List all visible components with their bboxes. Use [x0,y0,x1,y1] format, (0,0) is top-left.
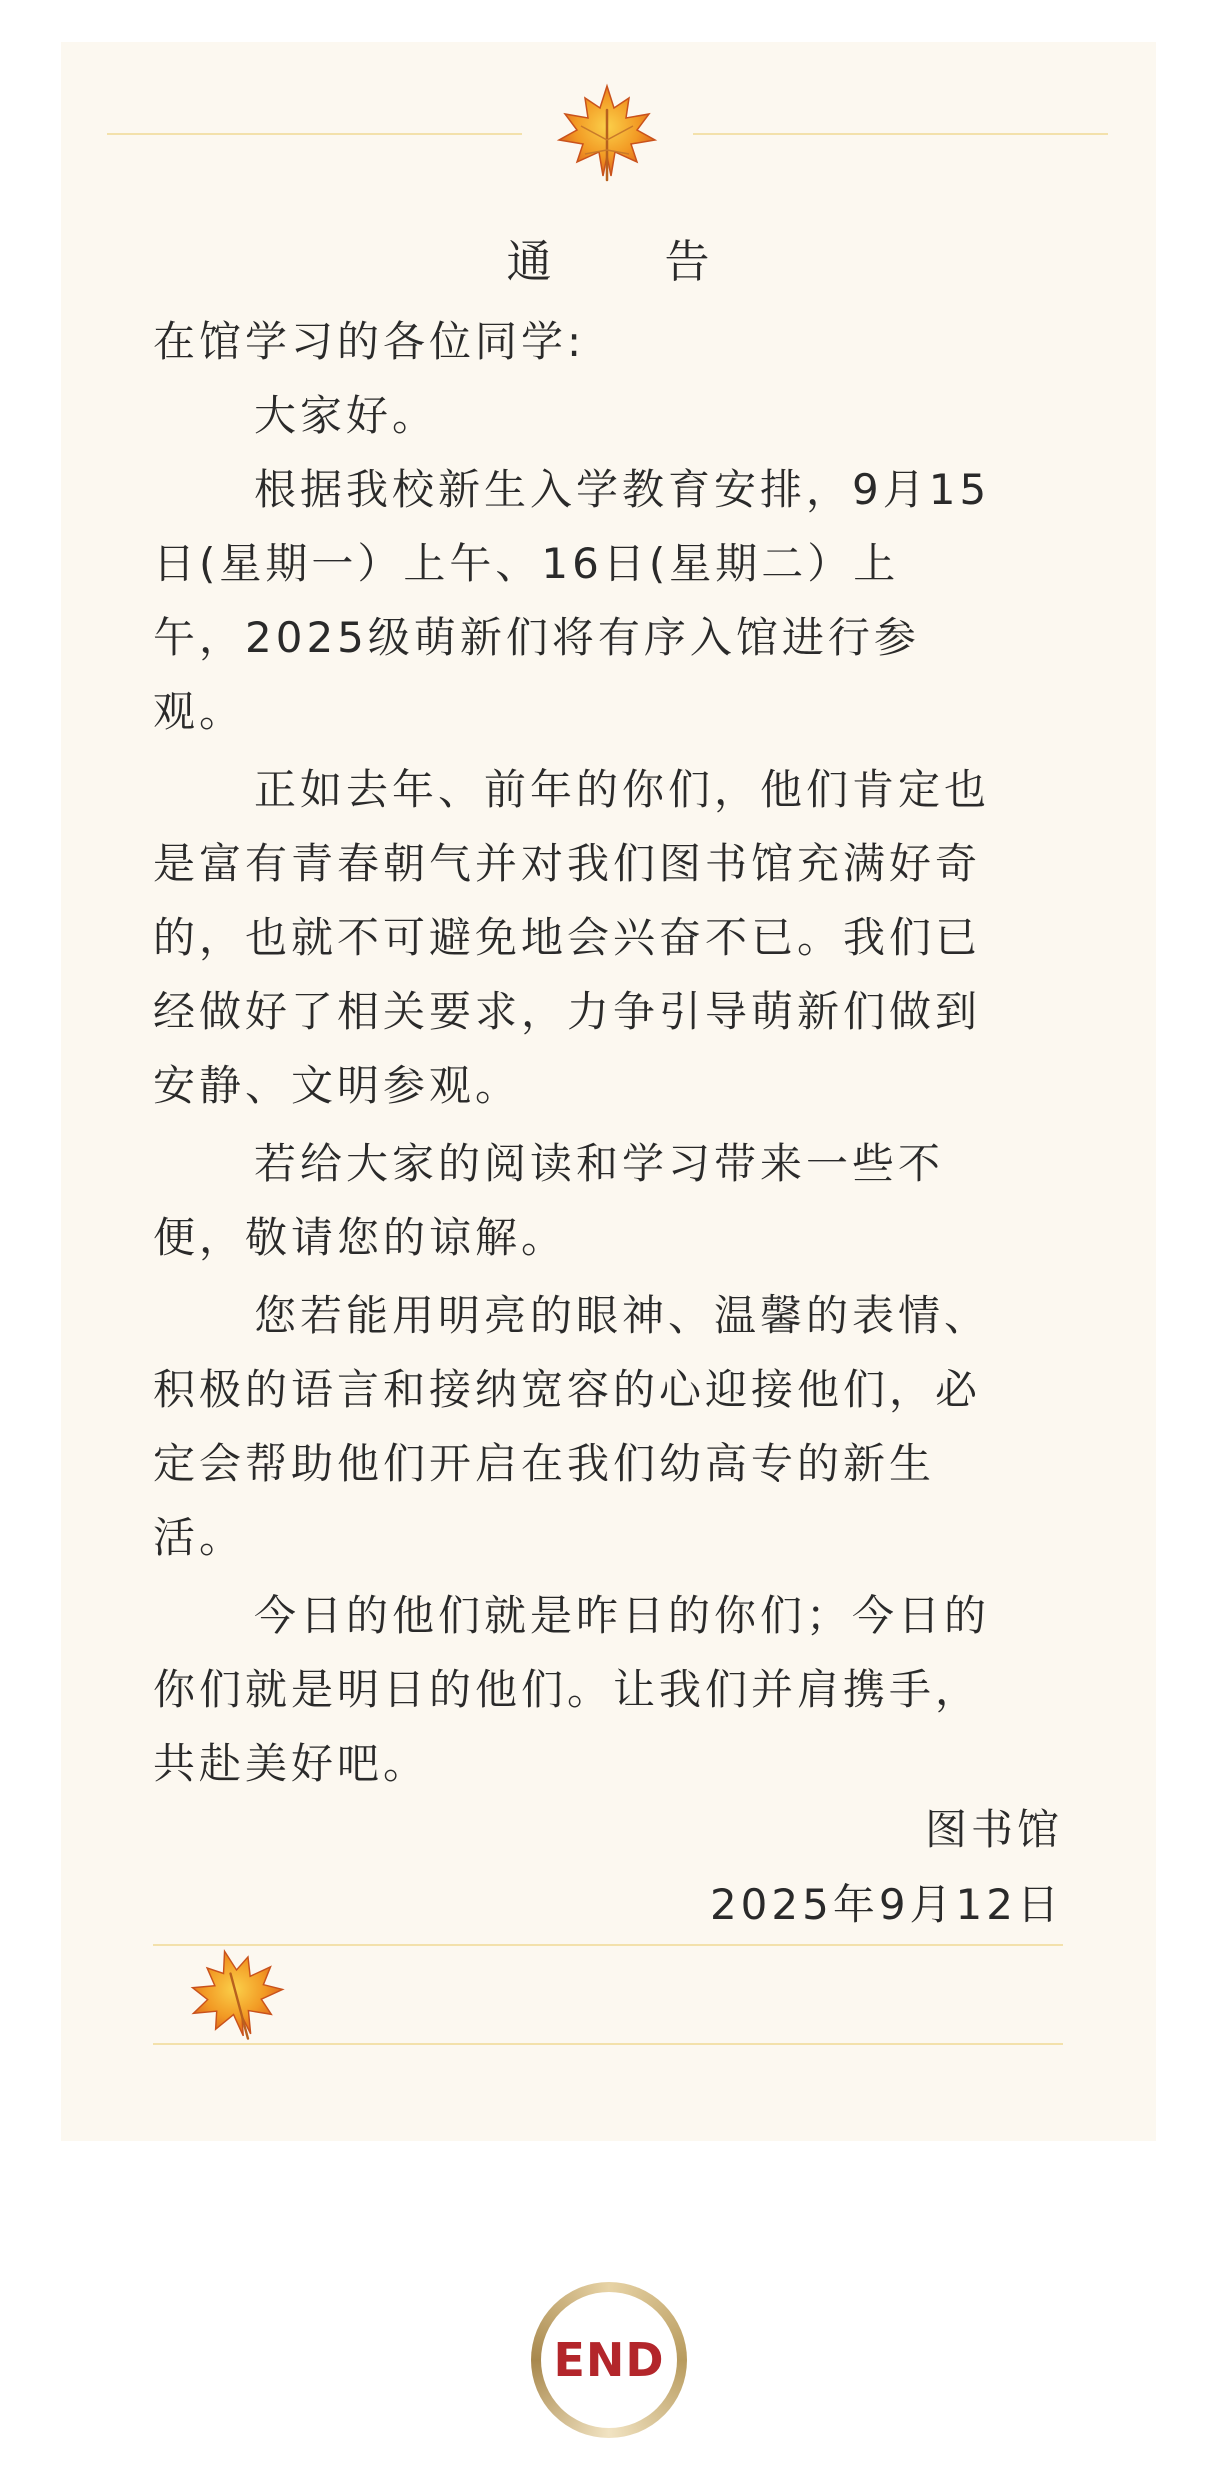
paragraph-line: 根据我校新生入学教育安排，9月15 [254,465,991,514]
notice-paragraph [153,1279,1063,1575]
paragraph-line: 安静、文明参观。 [153,1061,522,1110]
end-label: END [553,2333,665,2387]
signature: 图书馆 [924,1805,1063,1854]
paragraph-line: 午，2025级萌新们将有序入馆进行参 [153,613,920,662]
paragraph-line: 积极的语言和接纳宽容的心迎接他们，必 [153,1365,982,1414]
notice-paragraphs [153,453,1063,1801]
paragraph-line: 定会帮助他们开启在我们幼高专的新生 [153,1439,936,1488]
paragraph-line: 日(星期一）上午、16日(星期二）上 [153,539,900,588]
paragraph-line: 便，敬请您的谅解。 [153,1213,568,1262]
paragraph-line: 今日的他们就是昨日的你们；今日的 [254,1591,991,1640]
notice-paragraph [153,453,1063,749]
bottom-divider-lower [153,2043,1063,2045]
paragraph-line: 是富有青春朝气并对我们图书馆充满好奇 [153,839,982,888]
notice-paragraph [153,1579,1063,1801]
top-divider-right [693,133,1108,135]
top-divider-left [107,133,522,135]
paragraph-line: 观。 [153,687,246,736]
greeting-line: 在馆学习的各位同学: [153,317,586,366]
paragraph-line: 的，也就不可避免地会兴奋不已。我们已 [153,913,982,962]
paragraph-line: 经做好了相关要求，力争引导萌新们做到 [153,987,982,1036]
notice-date: 2025年9月12日 [709,1880,1063,1929]
paragraph-line: 若给大家的阅读和学习带来一些不 [254,1139,945,1188]
notice-title: 通 告 [506,235,744,288]
paragraph-line: 你们就是明日的他们。让我们并肩携手， [153,1665,982,1714]
maple-leaf-icon [551,80,663,184]
notice-body [153,305,1063,1801]
paragraph-line: 正如去年、前年的你们，他们肯定也 [254,765,991,814]
hello-line: 大家好。 [254,391,439,440]
end-badge [531,2282,687,2438]
paragraph-line: 您若能用明亮的眼神、温馨的表情、 [254,1291,991,1340]
end-badge-inner [541,2292,677,2428]
paragraph-line: 活。 [153,1513,246,1562]
maple-leaf-icon [181,1944,291,2044]
notice-paragraph [153,753,1063,1123]
paragraph-line: 共赴美好吧。 [153,1739,430,1788]
notice-paragraph [153,1127,1063,1275]
